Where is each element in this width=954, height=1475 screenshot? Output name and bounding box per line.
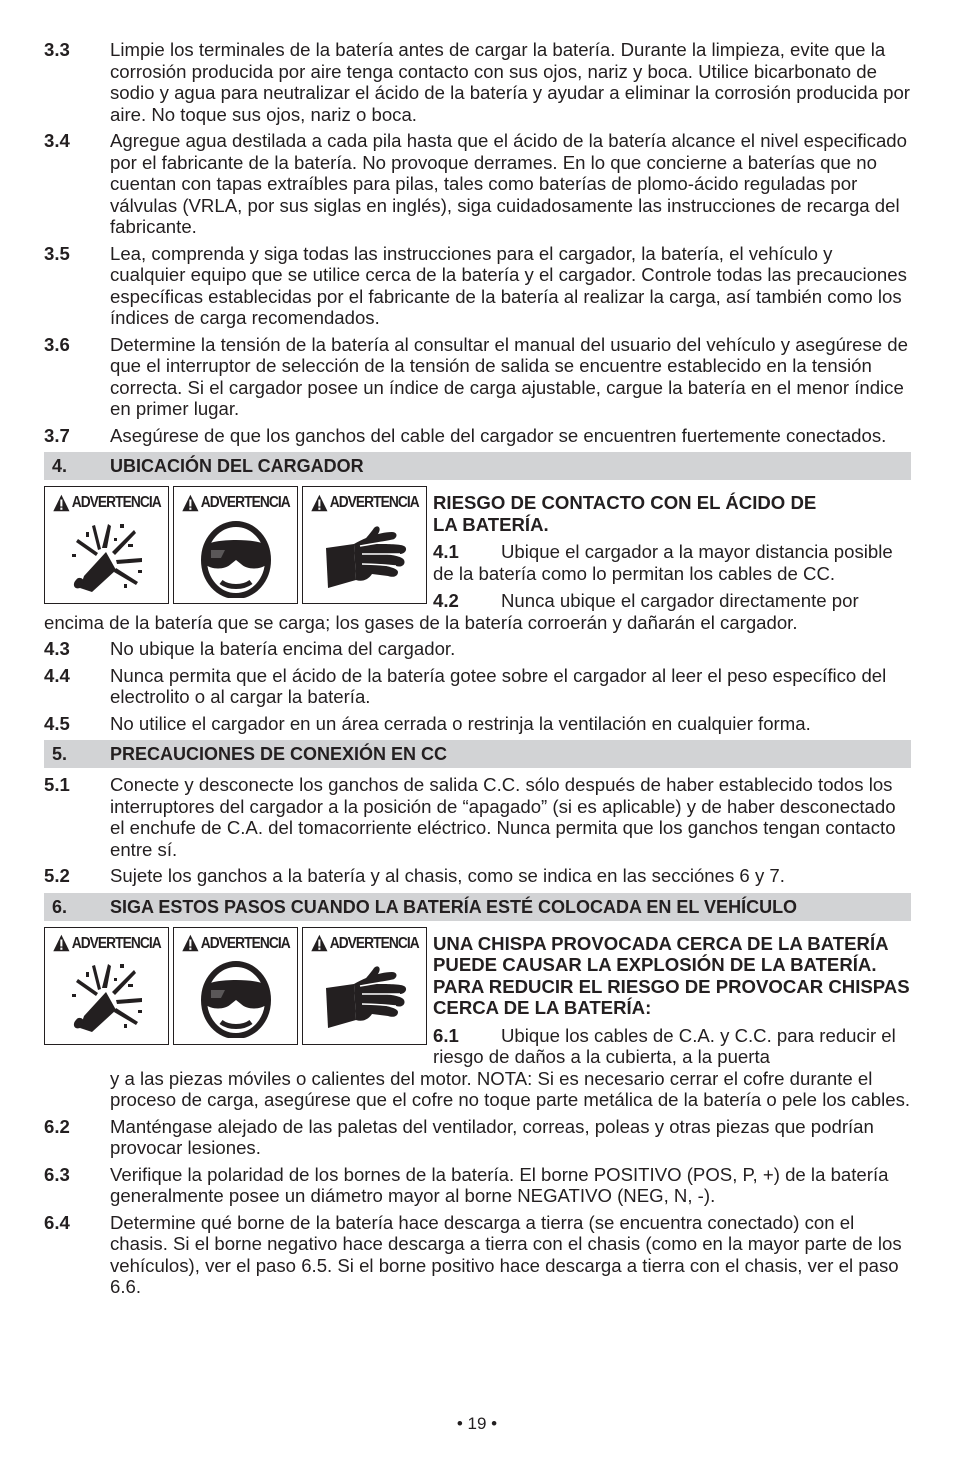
list-item [44, 774, 911, 860]
warning-block-6 [44, 927, 911, 1111]
section-header-4 [44, 452, 911, 480]
list-item [44, 1212, 911, 1298]
item-text: Manténgase alejado de las paletas del ventilador, correas, poleas y otras piezas que podrían provocar lesiones. [110, 1115, 874, 1158]
warning-triangle-icon [182, 934, 199, 952]
list-item [44, 865, 911, 887]
item-number: 4.1 [433, 541, 459, 562]
item-number: 4.2 [433, 590, 459, 611]
section4-items [44, 638, 911, 734]
section6-items [44, 1116, 911, 1298]
warning-triangle-icon [53, 494, 70, 512]
section-number: 5. [52, 744, 68, 764]
safety-goggles-icon [191, 958, 281, 1038]
list-item [44, 638, 911, 660]
section-title: PRECAUCIONES DE CONEXIÓN EN CC [110, 744, 448, 764]
warning-heading: RIESGO DE CONTACTO CON EL ÁCIDO DE LA BATERÍA. [433, 492, 817, 535]
item-number: 3.7 [44, 424, 70, 446]
item-text: Lea, comprenda y siga todas las instrucciones para el cargador, la batería, el vehículo y cualquier equipo que se utilice cerca de la batería y el cargador. Controle todas las precauciones específicas establecidas por el fabricante de la batería al realizar la carga, así también como los índices de carga recomendados. [110, 242, 907, 328]
item-text: No utilice el cargador en un área cerrada o restrinja la ventilación en cualquier forma. [110, 712, 811, 734]
item-number: 3.6 [44, 333, 70, 355]
item-number: 4.3 [44, 638, 70, 659]
warning-header [182, 933, 290, 955]
item-number: 3.5 [44, 242, 70, 264]
section-number: 4. [52, 456, 68, 476]
warning-label: ADVERTENCIA [71, 494, 161, 511]
section-number: 6. [52, 896, 68, 917]
warning-label: ADVERTENCIA [200, 494, 290, 511]
item-number: 6.1 [433, 1024, 459, 1046]
warning-card [302, 486, 427, 604]
paragraph-6-1-cont: y a las piezas móviles o calientes del motor. NOTA: Si es necesario cerrar el cofre durante el proceso de carga, asegúrese que el cofre no toque parte metálica de la batería o pele los cables. [110, 1067, 911, 1110]
item-text: Ubique los cables de C.A. y C.C. para reducir el riesgo de daños a la cubierta, a la puerta [433, 1024, 896, 1067]
list-item [44, 1164, 911, 1207]
warning-label: ADVERTENCIA [71, 934, 161, 952]
section-title: UBICACIÓN DEL CARGADOR [110, 456, 364, 476]
item-text: Sujete los ganchos a la batería y al chasis, como se indica en las secciónes 6 y 7. [110, 865, 785, 886]
section-title: SIGA ESTOS PASOS CUANDO LA BATERÍA ESTÉ COLOCADA EN EL VEHÍCULO [110, 896, 798, 917]
list-item [44, 130, 911, 238]
page-number: • 19 • [456, 1414, 498, 1433]
section-header-6 [44, 893, 911, 921]
item-number: 5.2 [44, 865, 70, 886]
explosion-icon [62, 518, 152, 598]
section3-items [44, 39, 911, 446]
item-text: Agregue agua destilada a cada pila hasta que el ácido de la batería alcance el nivel especificado por el fabricante de la batería. No provoque derrames. En lo que concierne a baterías que no cuentan con tapas extraíbles para pilas, tales como baterías de plomo-ácido reguladas por válvulas (VRLA, por sus siglas en inglés), siga cuidadosamente las instrucciones de recarga del fabricante. [110, 130, 907, 237]
list-item [44, 665, 911, 708]
warning-card [44, 486, 169, 604]
glove-icon [320, 518, 410, 598]
warning-triangle-icon [311, 494, 328, 512]
list-item [44, 1116, 911, 1159]
warning-header [53, 933, 161, 955]
warning-header [53, 492, 161, 514]
list-item [44, 39, 911, 125]
warning-triangle-icon [182, 494, 199, 512]
manual-page [44, 39, 911, 1303]
explosion-icon [62, 958, 152, 1038]
warning-triangle-icon [53, 934, 70, 952]
warning-icons [44, 486, 427, 604]
warning-label: ADVERTENCIA [329, 934, 419, 952]
safety-goggles-icon [191, 518, 281, 598]
item-text: Conecte y desconecte los ganchos de salida C.C. sólo después de haber establecido todos los interruptores del cargador a la posición de “apagado” (si es aplicable) y de haber desconectado el enchufe de C.A. del tomacorriente eléctrico. Nunca permita que los ganchos tengan contacto entre sí. [110, 774, 896, 860]
item-text: Verifique la polaridad de los bornes de la batería. El borne POSITIVO (POS, P, +) de la batería generalmente posee un diámetro mayor al borne NEGATIVO (NEG, N, -). [110, 1163, 889, 1206]
item-number: 6.3 [44, 1163, 70, 1185]
item-text: Nunca ubique el cargador directamente por encima de la batería que se carga; los gases de la batería corroerán y dañarán el cargador. [44, 590, 859, 633]
warning-header [311, 492, 419, 514]
warning-card [173, 486, 298, 604]
item-number: 4.5 [44, 712, 70, 734]
item-text: Determine qué borne de la batería hace descarga a tierra (se encuentra conectado) con el chasis. Si el borne negativo hace descarga a tierra con el chasis (como en la mayor parte de los vehículos), ver el paso 6.5. Si el borne positivo hace descarga a tierra con el chasis, ver el paso 6.6. [110, 1211, 902, 1297]
warning-label: ADVERTENCIA [200, 934, 290, 952]
glove-icon [320, 958, 410, 1038]
list-item [44, 243, 911, 329]
item-number: 6.2 [44, 1115, 70, 1137]
warning-block-4 [44, 486, 911, 638]
warning-label: ADVERTENCIA [329, 494, 419, 511]
item-number: 5.1 [44, 774, 70, 795]
item-number: 6.4 [44, 1211, 70, 1233]
item-text: Asegúrese de que los ganchos del cable del cargador se encuentren fuertemente conectados. [110, 424, 887, 446]
item-number: 3.3 [44, 39, 70, 60]
item-text: Nunca permita que el ácido de la batería gotee sobre el cargador al leer el peso específico del electrolito o al cargar la batería. [110, 664, 887, 707]
list-item [44, 713, 911, 735]
warning-card [44, 927, 169, 1045]
item-text: Limpie los terminales de la batería antes de cargar la batería. Durante la limpieza, evite que la corrosión producida por aire tenga contacto con sus ojos, nariz y boca. Utilice bicarbonato de sodio y agua para neutralizar el ácido de la batería y ayudar a eliminar la corrosión producida por aire. No toque sus ojos, nariz o boca. [110, 39, 910, 125]
item-text: Determine la tensión de la batería al consultar el manual del usuario del vehículo y asegúrese de que el interruptor de selección de la tensión de salida se encuentre establecido en la tensión correcta. Si el cargador posee un índice de carga ajustable, cargue la batería en el menor índice en primer lugar. [110, 333, 908, 419]
section-header-5 [44, 740, 911, 768]
warning-heading: UNA CHISPA PROVOCADA CERCA DE LA BATERÍA PUEDE CAUSAR LA EXPLOSIÓN DE LA BATERÍA. PARA REDUCIR EL RIESGO DE PROVOCAR CHISPAS CERCA DE LA BATERÍA: [433, 932, 910, 1018]
list-item [44, 425, 911, 447]
warning-triangle-icon [311, 934, 328, 952]
item-text: Ubique el cargador a la mayor distancia posible de la batería como lo permitan los cables de CC. [433, 541, 893, 584]
warning-header [311, 933, 419, 955]
item-number: 3.4 [44, 130, 70, 151]
item-number: 4.4 [44, 664, 70, 686]
section5-items [44, 774, 911, 887]
item-text: No ubique la batería encima del cargador. [110, 638, 456, 659]
warning-icons [44, 927, 427, 1045]
warning-header [182, 492, 290, 514]
list-item [44, 334, 911, 420]
warning-card [173, 927, 298, 1045]
warning-card [302, 927, 427, 1045]
